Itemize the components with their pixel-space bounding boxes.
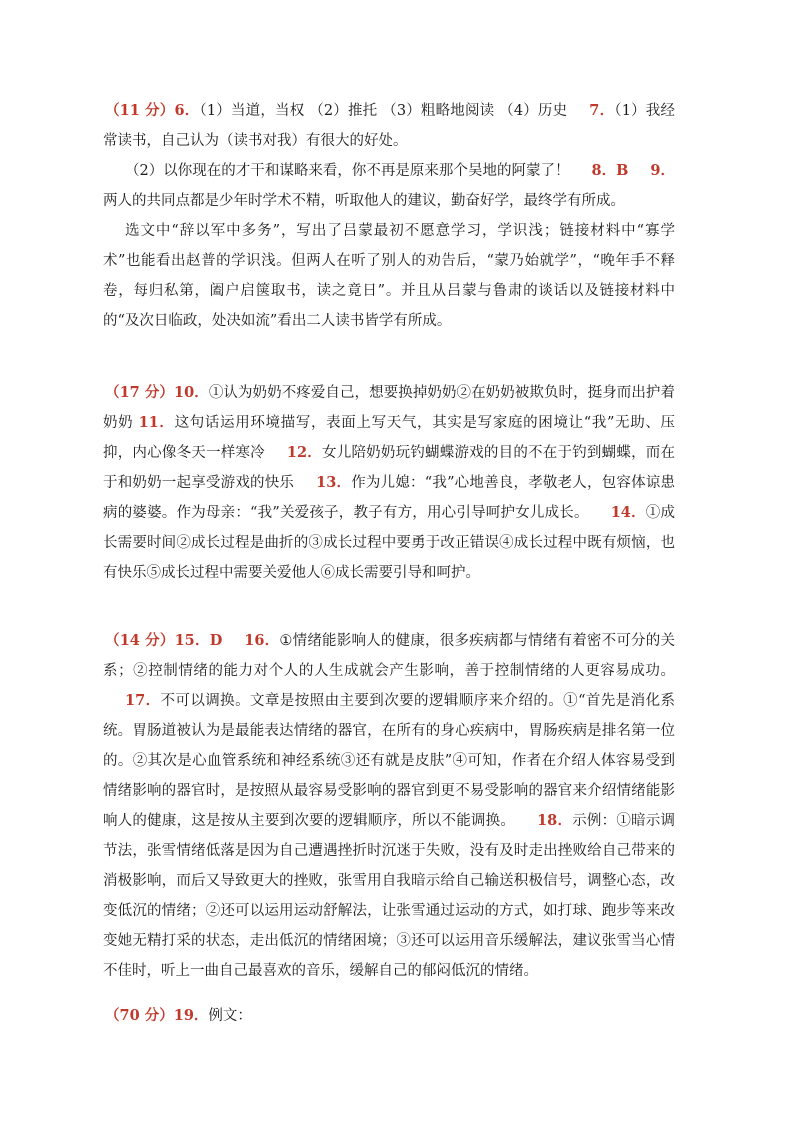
question-number: 8． <box>591 162 617 179</box>
section-composition <box>103 1001 675 1031</box>
question-number: 9． <box>650 162 675 179</box>
answer-text: 选文中“辞以军中多务”，写出了吕蒙最初不愿意学习，学识浅；链接材料中“寡学术”也能看出赵普的学识浅。但两人在听了别人的劝告后，“蒙乃始就学”，“晚年手不释卷，每归私第，阖户启箧取书，读之竟日”。并且从吕蒙与鲁肃的谈话以及链接材料中的“及次日临政，处决如流”看出二人读书皆学有所成。 <box>103 223 675 329</box>
section-score: （11 分） <box>105 102 175 119</box>
question-number: 18． <box>537 812 573 829</box>
answer-text: ①认为奶奶不疼爱自己，想要换掉奶奶②在奶奶被欺负时，挺身而出护着奶奶 <box>103 385 676 431</box>
answer-text: 两人的共同点都是少年时学术不精，听取他人的建议，勤奋好学，最终学有所成。 <box>103 193 625 209</box>
question-number: 11． <box>138 414 175 431</box>
answer-text: （1）我经常读书，自己认为（读书对我）有很大的好处。 <box>103 103 675 149</box>
question-number: 16． <box>244 632 280 649</box>
answer-text: 例文： <box>208 1008 252 1024</box>
question-number: 10． <box>174 384 209 401</box>
answer-text: （2）以你现在的才干和谋略来看，你不再是原来那个吴地的阿蒙了！ <box>125 163 570 179</box>
answer-text: 不可以调换。文章是按照由主要到次要的逻辑顺序来介绍的。①“首先是消化系统。胃肠道被认为是最能表达情绪的器官，在所有的身心疾病中，胃肠疾病是排名第一位的。②其次是心血管系统和神经系统③还有就是皮肤”④可知，作者在介绍人体容易受到情绪影响的器官时，是按照从最容易受影响的器官到更不易受影响的器官来介绍情绪能影响人的健康，这是按从主要到次要的逻辑顺序，所以不能调换。 <box>103 693 675 829</box>
section-reading-narrative <box>103 378 675 588</box>
answer-text: 示例：①暗示调节法，张雪情绪低落是因为自己遭遇挫折时沉迷于失败，没有及时走出挫败给自己带来的消极影响，而后又导致更大的挫败，张雪用自我暗示给自己输送积极信号，调整心态，改变低沉的情绪；②还可以运用运动舒解法，让张雪通过运动的方式，如打球、跑步等来改变她无精打采的状态，走出低沉的情绪困境；③还可以运用音乐缓解法，建议张雪当心情不佳时，听上一曲自己最喜欢的音乐，缓解自己的郁闷低沉的情绪。 <box>103 813 676 979</box>
question-number: 7． <box>589 102 615 119</box>
question-number: 6． <box>174 102 200 119</box>
question-number: 19． <box>173 1007 209 1024</box>
question-number: 14． <box>610 504 646 521</box>
question-number: 13． <box>316 474 352 491</box>
question-number: 12． <box>286 444 323 461</box>
section-classical-chinese <box>103 96 675 336</box>
answer-text: 作为儿媳：“我”心地善良，孝敬老人，包容体谅患病的婆婆。作为母亲：“我”关爱孩子，教子有方，用心引导呵护女儿成长。 <box>103 475 676 521</box>
question-number: 15． <box>174 632 210 649</box>
answer-text: D <box>209 632 223 649</box>
question-number: 17． <box>125 692 161 709</box>
answer-text: 这句话运用环境描写，表面上写天气，其实是写家庭的困境让“我”无助、压抑，内心像冬天一样寒冷 <box>103 415 676 461</box>
answer-text: B <box>616 162 629 179</box>
answer-text: ①成长需要时间②成长过程是曲折的③成长过程中要勇于改正错误④成长过程中既有烦恼，也有快乐⑤成长过程中需要关爱他人⑥成长需要引导和呵护。 <box>103 505 675 581</box>
section-score: （70 分） <box>105 1007 174 1024</box>
section-reading-expository <box>103 626 675 986</box>
section-score: （14 分） <box>105 632 175 649</box>
section-score: （17 分） <box>105 384 175 401</box>
answer-text: 女儿陪奶奶玩钓蝴蝶游戏的目的不在于钓到蝴蝶，而在于和奶奶一起享受游戏的快乐 <box>103 445 676 491</box>
answer-text: ①情绪能影响人的健康，很多疾病都与情绪有着密不可分的关系；②控制情绪的能力对个人的人生成就会产生影响，善于控制情绪的人更容易成功。 <box>103 633 675 679</box>
answer-text: （1）当道，当权 （2）推托 （3）粗略地阅读 （4）历史 <box>199 103 568 119</box>
